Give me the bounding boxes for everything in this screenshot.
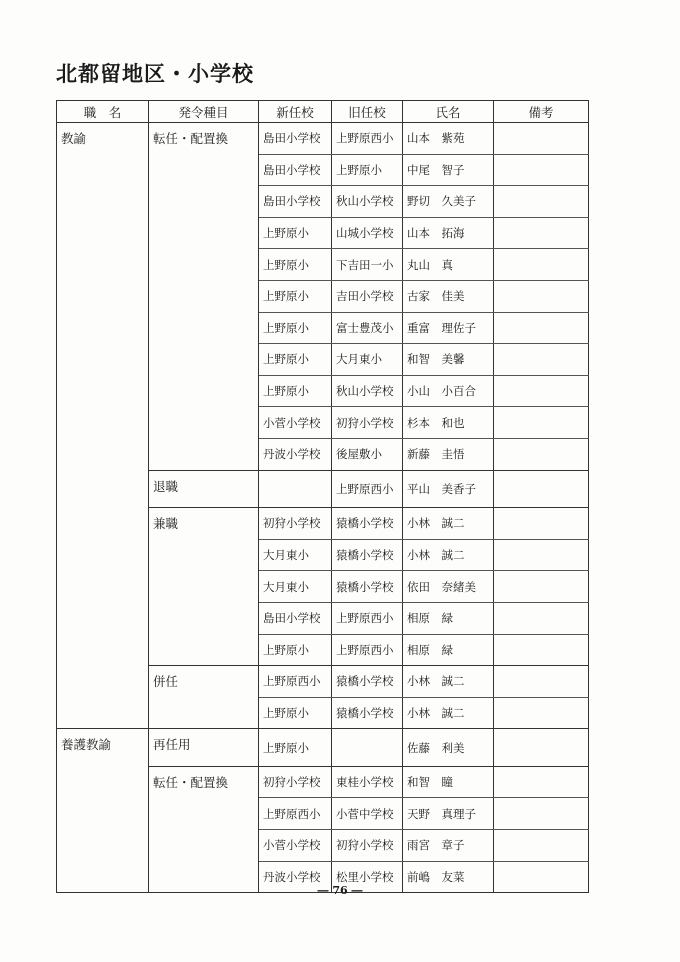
position-cell: 養護教諭 [57, 729, 149, 893]
old-school-cell: 下吉田一小 [332, 249, 403, 281]
name-cell: 和智 瞳 [403, 766, 494, 798]
new-school-cell: 丹波小学校 [259, 861, 332, 893]
table-row [57, 729, 589, 767]
old-school-cell: 秋山小学校 [332, 186, 403, 218]
old-school-cell: 猿橋小学校 [332, 508, 403, 540]
remarks-cell [494, 470, 589, 508]
remarks-cell [494, 729, 589, 767]
old-school-cell: 猿橋小学校 [332, 666, 403, 698]
new-school-cell: 小菅小学校 [259, 407, 332, 439]
header-new-school: 新任校 [259, 101, 332, 123]
remarks-cell [494, 249, 589, 281]
old-school-cell: 上野原小 [332, 154, 403, 186]
remarks-cell [494, 123, 589, 155]
old-school-cell: 大月東小 [332, 344, 403, 376]
remarks-cell [494, 217, 589, 249]
new-school-cell: 上野原小 [259, 634, 332, 666]
old-school-cell: 松里小学校 [332, 861, 403, 893]
old-school-cell: 秋山小学校 [332, 375, 403, 407]
new-school-cell: 上野原小 [259, 217, 332, 249]
remarks-cell [494, 312, 589, 344]
old-school-cell: 猿橋小学校 [332, 697, 403, 729]
remarks-cell [494, 508, 589, 540]
old-school-cell [332, 729, 403, 767]
name-cell: 山本 拓海 [403, 217, 494, 249]
old-school-cell: 富士豊茂小 [332, 312, 403, 344]
new-school-cell: 島田小学校 [259, 154, 332, 186]
header-remarks: 備考 [494, 101, 589, 123]
remarks-cell [494, 186, 589, 218]
name-cell: 野切 久美子 [403, 186, 494, 218]
new-school-cell: 上野原西小 [259, 666, 332, 698]
remarks-cell [494, 375, 589, 407]
new-school-cell: 初狩小学校 [259, 508, 332, 540]
name-cell: 相原 緑 [403, 634, 494, 666]
name-cell: 丸山 真 [403, 249, 494, 281]
name-cell: 和智 美馨 [403, 344, 494, 376]
remarks-cell [494, 438, 589, 470]
old-school-cell: 後屋敷小 [332, 438, 403, 470]
remarks-cell [494, 666, 589, 698]
old-school-cell: 東桂小学校 [332, 766, 403, 798]
order-type-cell: 転任・配置換 [149, 766, 259, 892]
new-school-cell: 上野原小 [259, 697, 332, 729]
new-school-cell: 大月東小 [259, 539, 332, 571]
name-cell: 前嶋 友菜 [403, 861, 494, 893]
name-cell: 天野 真理子 [403, 798, 494, 830]
old-school-cell: 上野原西小 [332, 602, 403, 634]
new-school-cell: 島田小学校 [259, 186, 332, 218]
name-cell: 小林 誠二 [403, 539, 494, 571]
remarks-cell [494, 697, 589, 729]
new-school-cell: 上野原小 [259, 729, 332, 767]
order-type-cell: 再任用 [149, 729, 259, 767]
old-school-cell: 山城小学校 [332, 217, 403, 249]
new-school-cell: 上野原小 [259, 280, 332, 312]
remarks-cell [494, 344, 589, 376]
name-cell: 重富 理佐子 [403, 312, 494, 344]
new-school-cell: 丹波小学校 [259, 438, 332, 470]
page-number: ― 76 ― [317, 884, 363, 897]
new-school-cell: 上野原小 [259, 312, 332, 344]
remarks-cell [494, 280, 589, 312]
header-old-school: 旧任校 [332, 101, 403, 123]
page-title: 北都留地区・小学校 [56, 61, 254, 86]
name-cell: 杉本 和也 [403, 407, 494, 439]
order-type-cell: 併任 [149, 666, 259, 729]
old-school-cell: 猿橋小学校 [332, 571, 403, 603]
old-school-cell: 小菅中学校 [332, 798, 403, 830]
name-cell: 依田 奈緒美 [403, 571, 494, 603]
new-school-cell: 島田小学校 [259, 123, 332, 155]
remarks-cell [494, 766, 589, 798]
old-school-cell: 上野原西小 [332, 634, 403, 666]
order-type-cell: 転任・配置換 [149, 123, 259, 471]
new-school-cell: 上野原小 [259, 249, 332, 281]
name-cell: 小林 誠二 [403, 697, 494, 729]
personnel-table [56, 100, 589, 893]
remarks-cell [494, 798, 589, 830]
name-cell: 中尾 智子 [403, 154, 494, 186]
old-school-cell: 初狩小学校 [332, 830, 403, 862]
old-school-cell: 上野原西小 [332, 470, 403, 508]
name-cell: 古家 佳美 [403, 280, 494, 312]
new-school-cell: 上野原小 [259, 375, 332, 407]
remarks-cell [494, 407, 589, 439]
remarks-cell [494, 571, 589, 603]
remarks-cell [494, 830, 589, 862]
name-cell: 小林 誠二 [403, 508, 494, 540]
name-cell: 小山 小百合 [403, 375, 494, 407]
name-cell: 山本 紫苑 [403, 123, 494, 155]
new-school-cell: 小菅小学校 [259, 830, 332, 862]
new-school-cell: 島田小学校 [259, 602, 332, 634]
new-school-cell: 初狩小学校 [259, 766, 332, 798]
header-order-type: 発令種目 [149, 101, 259, 123]
name-cell: 新藤 圭悟 [403, 438, 494, 470]
table-row [57, 123, 589, 155]
order-type-cell: 退職 [149, 470, 259, 508]
remarks-cell [494, 634, 589, 666]
header-position: 職 名 [57, 101, 149, 123]
old-school-cell: 上野原西小 [332, 123, 403, 155]
old-school-cell: 吉田小学校 [332, 280, 403, 312]
new-school-cell [259, 470, 332, 508]
header-name: 氏名 [403, 101, 494, 123]
old-school-cell: 初狩小学校 [332, 407, 403, 439]
table-header-row [57, 101, 589, 123]
name-cell: 平山 美香子 [403, 470, 494, 508]
table-body [57, 123, 589, 893]
remarks-cell [494, 154, 589, 186]
remarks-cell [494, 539, 589, 571]
remarks-cell [494, 602, 589, 634]
name-cell: 小林 誠二 [403, 666, 494, 698]
order-type-cell: 兼職 [149, 508, 259, 666]
name-cell: 相原 緑 [403, 602, 494, 634]
name-cell: 佐藤 利美 [403, 729, 494, 767]
new-school-cell: 上野原小 [259, 344, 332, 376]
new-school-cell: 大月東小 [259, 571, 332, 603]
name-cell: 雨宮 章子 [403, 830, 494, 862]
position-cell: 教諭 [57, 123, 149, 729]
old-school-cell: 猿橋小学校 [332, 539, 403, 571]
new-school-cell: 上野原西小 [259, 798, 332, 830]
